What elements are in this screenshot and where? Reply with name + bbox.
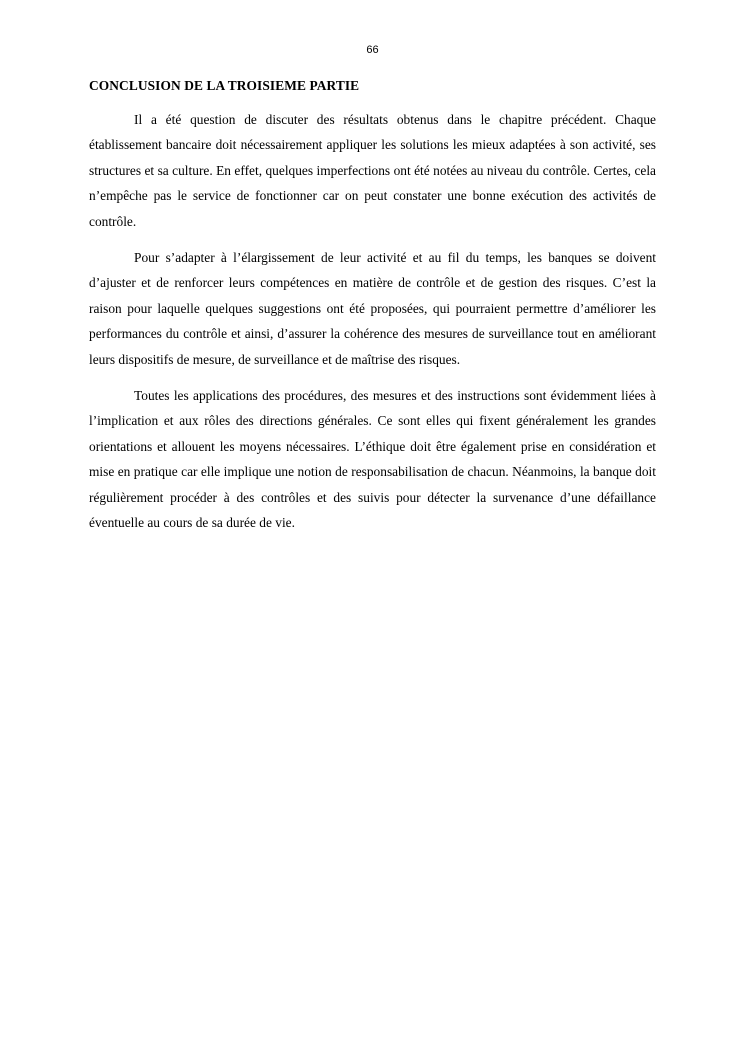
section-heading: CONCLUSION DE LA TROISIEME PARTIE <box>89 78 360 93</box>
paragraph-1: Il a été question de discuter des résultats obtenus dans le chapitre précédent. Chaque établissement bancaire doit nécessairement appliquer les solutions les mieux adaptées à son activité, ses structures et sa culture. En effet, quelques imperfections ont été notées au niveau du contrôle. Certes, cela n’empêche pas le service de fonctionner car on peut constater une bonne exécution des activités de contrôle. <box>89 112 656 229</box>
page-number: 66 <box>366 44 379 56</box>
paragraph-3: Toutes les applications des procédures, des mesures et des instructions sont évidemment liées à l’implication et aux rôles des directions générales. Ce sont elles qui fixent généralement les grandes orientations et allouent les moyens nécessaires. L’éthique doit être également prise en considération et mise en pratique car elle implique une notion de responsabilisation de chacun. Néanmoins, la banque doit régulièrement procéder à des contrôles et des suivis pour détecter la survenance d’une défaillance éventuelle au cours de sa durée de vie. <box>89 388 656 531</box>
document-body <box>89 77 656 547</box>
paragraph-2: Pour s’adapter à l’élargissement de leur activité et au fil du temps, les banques se doivent d’ajuster et de renforcer leurs compétences en matière de contrôle et de gestion des risques. C’est la raison pour laquelle quelques suggestions ont été proposées, qui pourraient permettre d’améliorer les performances du contrôle et ainsi, d’assurer la cohérence des mesures de surveillance tout en améliorant leurs dispositifs de mesure, de surveillance et de maîtrise des risques. <box>89 250 656 367</box>
